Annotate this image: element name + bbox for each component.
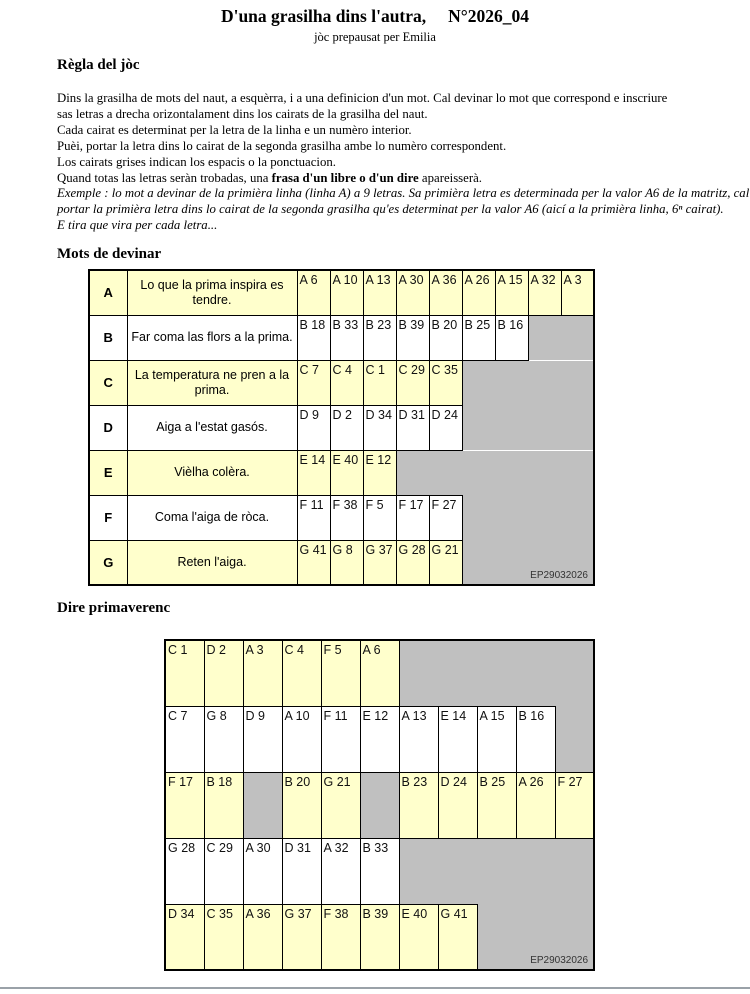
word-grid-cell: B 39: [396, 315, 429, 360]
answer-grid-cell: D 2: [204, 640, 243, 706]
gray-area: [396, 450, 594, 495]
word-grid-cell: B 23: [363, 315, 396, 360]
answer-grid-cell: A 15: [477, 706, 516, 772]
rules-line-reveal: [57, 171, 737, 187]
rules-line: Dins la grasilha de mots del naut, a esquèrra, i a una definicion d'un mot. Cal devinar lo mot que correspond e inscriure: [57, 91, 668, 105]
example-line: portar la primièra letra dins lo cairat de la segonda grasilha qu'es determinat per la valor A6 (aicí a la primièra linha, 6ⁿ cairat).: [57, 202, 724, 217]
word-grid-cell: D 9: [297, 405, 330, 450]
answer-grid-cell: C 29: [204, 838, 243, 904]
row-letter-cell: G: [89, 540, 127, 585]
gray-area: [462, 540, 594, 585]
answer-grid-cell: B 33: [360, 838, 399, 904]
word-grid-cell: C 4: [330, 360, 363, 405]
grid-watermark: EP29032026: [530, 955, 589, 966]
word-grid-cell: F 11: [297, 495, 330, 540]
word-table-row: [89, 360, 594, 405]
reveal-prefix: Quand totas las letras seràn trobadas, una: [57, 170, 272, 185]
answer-grid-row: [165, 640, 594, 706]
word-grid-cell: E 40: [330, 450, 363, 495]
row-letter-cell: D: [89, 405, 127, 450]
answer-grid-cell: C 7: [165, 706, 204, 772]
word-table: [88, 269, 595, 586]
answer-grid-cell: D 34: [165, 904, 204, 970]
word-table-row: [89, 450, 594, 495]
word-grid-cell: C 35: [429, 360, 462, 405]
word-table-row: [89, 405, 594, 450]
gray-area: [399, 640, 594, 706]
word-grid-cell: G 28: [396, 540, 429, 585]
rules-heading: Règla del jòc: [57, 57, 140, 73]
answer-grid-cell: B 23: [399, 772, 438, 838]
page-title-number: N°2026_04: [448, 6, 530, 26]
row-letter-cell: A: [89, 270, 127, 315]
answer-grid-cell: A 13: [399, 706, 438, 772]
answer-grid-cell: D 24: [438, 772, 477, 838]
word-grid-cell: E 14: [297, 450, 330, 495]
answer-grid-cell: E 40: [399, 904, 438, 970]
word-grid-cell: A 3: [561, 270, 594, 315]
word-grid-cell: B 33: [330, 315, 363, 360]
answer-grid-cell: F 17: [165, 772, 204, 838]
word-grid-cell: C 29: [396, 360, 429, 405]
rules-line: Los cairats grises indican los espacis o la ponctuacion.: [57, 154, 336, 169]
answer-grid-cell: F 38: [321, 904, 360, 970]
word-table-row: [89, 540, 594, 585]
word-grid-cell: D 31: [396, 405, 429, 450]
answer-grid-cell: F 5: [321, 640, 360, 706]
answer-grid-cell: A 26: [516, 772, 555, 838]
word-grid-cell: G 37: [363, 540, 396, 585]
answer-grid-cell: F 27: [555, 772, 594, 838]
word-table-row: [89, 315, 594, 360]
word-grid-cell: C 1: [363, 360, 396, 405]
word-grid-cell: A 13: [363, 270, 396, 315]
answer-grid-cell: D 9: [243, 706, 282, 772]
word-table-heading: Mots de devinar: [57, 246, 162, 262]
word-grid-cell: B 25: [462, 315, 495, 360]
gray-area: [555, 706, 594, 772]
word-grid-cell: D 2: [330, 405, 363, 450]
gray-area: [477, 904, 594, 970]
word-grid-cell: F 5: [363, 495, 396, 540]
word-grid-cell: F 38: [330, 495, 363, 540]
word-grid-cell: A 32: [528, 270, 561, 315]
word-grid-cell: A 10: [330, 270, 363, 315]
gray-area: [462, 495, 594, 540]
answer-grid-cell: A 32: [321, 838, 360, 904]
word-grid-cell: A 6: [297, 270, 330, 315]
rules-line: Puèi, portar la letra dins lo cairat de la segonda grasilha ambe lo numèro correspondent.: [57, 138, 507, 153]
word-grid-cell: D 34: [363, 405, 396, 450]
row-letter-cell: F: [89, 495, 127, 540]
row-clue-cell: Vièlha colèra.: [127, 450, 297, 495]
word-grid-cell: D 24: [429, 405, 462, 450]
word-grid-cell: A 15: [495, 270, 528, 315]
answer-grid-cell: A 3: [243, 640, 282, 706]
gray-area: [462, 405, 594, 450]
word-table-row: [89, 270, 594, 315]
row-letter-cell: C: [89, 360, 127, 405]
row-clue-cell: La temperatura ne pren a la prima.: [127, 360, 297, 405]
page-bottom-divider: [0, 987, 750, 989]
answer-grid-cell: C 4: [282, 640, 321, 706]
grid-watermark: EP29032026: [530, 570, 588, 581]
answer-grid-cell: E 12: [360, 706, 399, 772]
rules-text: [57, 91, 750, 234]
gray-area: [399, 838, 594, 904]
row-clue-cell: Lo que la prima inspira es tendre.: [127, 270, 297, 315]
answer-grid-cell: B 18: [204, 772, 243, 838]
answer-grid-cell: B 25: [477, 772, 516, 838]
answer-grid-cell: F 11: [321, 706, 360, 772]
example-line: Exemple : lo mot a devinar de la primièra linha (linha A) a 9 letras. Sa primièra letra es determinada per la valor A6 de la matritz, cal: [57, 186, 750, 201]
answer-grid-cell: B 39: [360, 904, 399, 970]
reveal-bold: frasa d'un libre o d'un dire: [271, 170, 419, 185]
answer-grid-cell: A 30: [243, 838, 282, 904]
answer-grid-cell: B 16: [516, 706, 555, 772]
gray-area: [462, 360, 594, 405]
word-grid-cell: G 41: [297, 540, 330, 585]
answer-grid-cell: G 41: [438, 904, 477, 970]
word-grid-cell: C 7: [297, 360, 330, 405]
word-grid-cell: B 16: [495, 315, 528, 360]
answer-grid-row: [165, 838, 594, 904]
word-grid-cell: B 20: [429, 315, 462, 360]
gray-area: [528, 315, 594, 360]
word-grid-cell: E 12: [363, 450, 396, 495]
answer-grid-cell: G 8: [204, 706, 243, 772]
answer-grid-cell: G 37: [282, 904, 321, 970]
answer-grid-row: [165, 904, 594, 970]
word-table-row: [89, 495, 594, 540]
rules-line: Cada cairat es determinat per la letra de la linha e un numèro interior.: [57, 122, 412, 137]
answer-grid-heading: Dire primaverenc: [57, 600, 171, 616]
word-grid-cell: G 21: [429, 540, 462, 585]
page-subtitle: jòc prepausat per Emilia: [314, 30, 436, 44]
answer-grid-cell: B 20: [282, 772, 321, 838]
answer-grid-cell: A 36: [243, 904, 282, 970]
gray-area: [360, 772, 399, 838]
row-letter-cell: E: [89, 450, 127, 495]
reveal-suffix: apareisserà.: [418, 170, 482, 185]
answer-grid-cell: A 10: [282, 706, 321, 772]
answer-grid-row: [165, 772, 594, 838]
page-title-main: D'una grasilha dins l'autra,: [220, 6, 427, 26]
answer-grid: [164, 639, 595, 971]
answer-grid-cell: E 14: [438, 706, 477, 772]
word-grid-cell: B 18: [297, 315, 330, 360]
word-grid-cell: A 30: [396, 270, 429, 315]
answer-grid-cell: C 35: [204, 904, 243, 970]
word-grid-cell: F 17: [396, 495, 429, 540]
answer-grid-row: [165, 706, 594, 772]
word-grid-cell: G 8: [330, 540, 363, 585]
row-clue-cell: Aiga a l'estat gasós.: [127, 405, 297, 450]
row-clue-cell: Far coma las flors a la prima.: [127, 315, 297, 360]
example-line: E tira que vira per cada letra...: [57, 218, 218, 233]
row-clue-cell: Reten l'aiga.: [127, 540, 297, 585]
word-grid-cell: A 26: [462, 270, 495, 315]
word-grid-cell: A 36: [429, 270, 462, 315]
answer-grid-cell: C 1: [165, 640, 204, 706]
answer-grid-cell: G 28: [165, 838, 204, 904]
answer-grid-cell: A 6: [360, 640, 399, 706]
gray-area: [243, 772, 282, 838]
answer-grid-cell: D 31: [282, 838, 321, 904]
word-grid-cell: F 27: [429, 495, 462, 540]
answer-grid-cell: G 21: [321, 772, 360, 838]
page-title: [0, 6, 750, 27]
row-letter-cell: B: [89, 315, 127, 360]
row-clue-cell: Coma l'aiga de ròca.: [127, 495, 297, 540]
rules-line: sas letras a drecha orizontalament dins los cairats de la grasilha del naut.: [57, 106, 428, 121]
